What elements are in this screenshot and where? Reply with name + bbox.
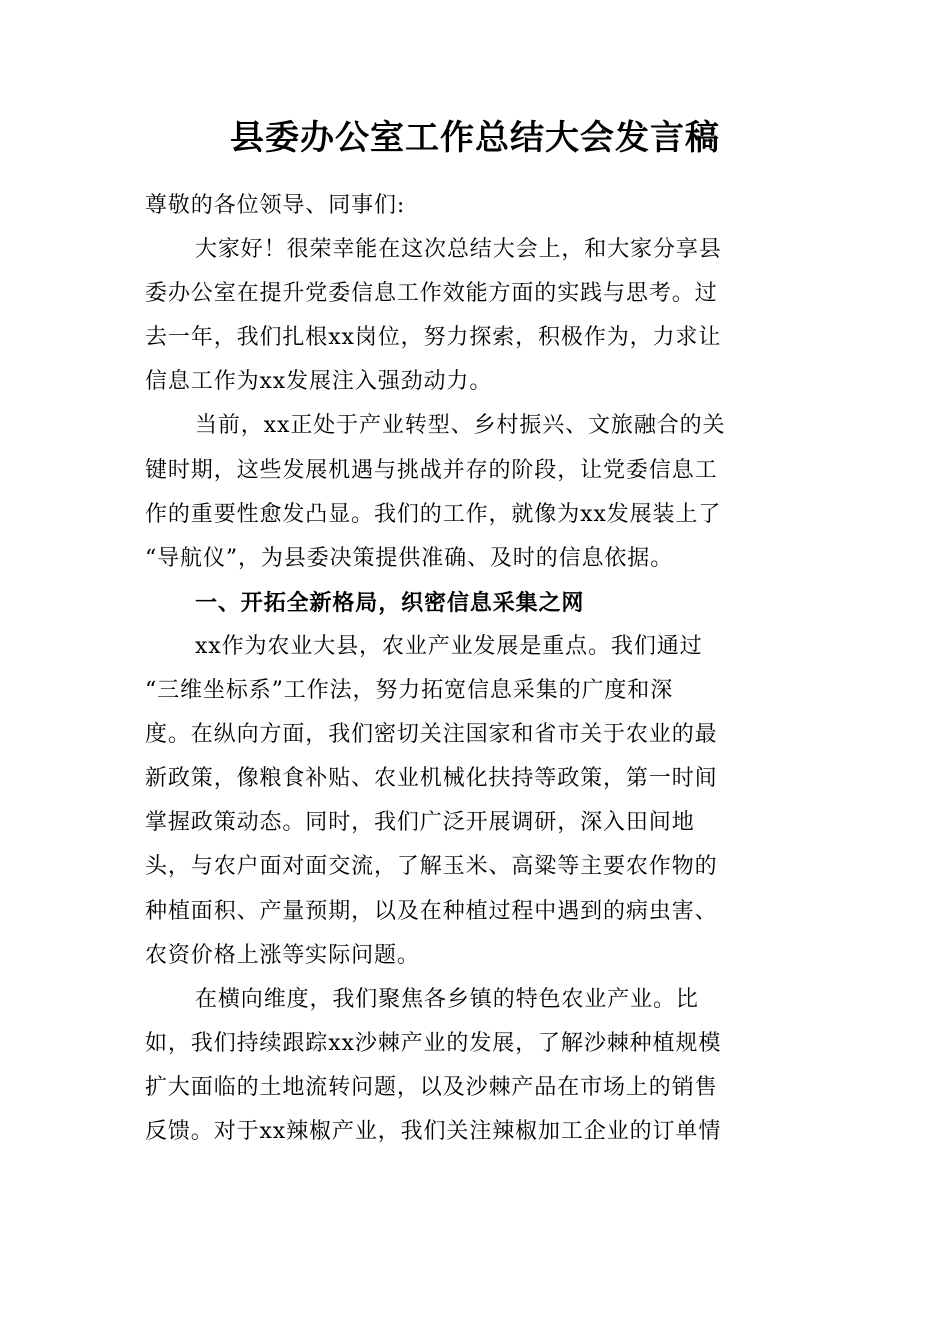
text-line: 扩大面临的土地流转问题，以及沙棘产品在市场上的销售 <box>145 1074 718 1100</box>
text-line: xx作为农业大县，农业产业发展是重点。我们通过 <box>195 633 703 659</box>
text-line: 种植面积、产量预期，以及在种植过程中遇到的病虫害、 <box>145 898 718 924</box>
text-line: 反馈。对于xx辣椒产业，我们关注辣椒加工企业的订单情 <box>145 1118 722 1144</box>
text-line: 新政策，像粮食补贴、农业机械化扶持等政策，第一时间 <box>145 766 718 792</box>
text-line: 农资价格上涨等实际问题。 <box>145 942 420 968</box>
text-line: 在横向维度，我们聚焦各乡镇的特色农业产业。比 <box>195 986 699 1012</box>
text-line: “导航仪”，为县委决策提供准确、及时的信息依据。 <box>145 545 674 571</box>
text-line: “三维坐标系”工作法，努力拓宽信息采集的广度和深 <box>145 678 674 704</box>
text-line: 当前，xx正处于产业转型、乡村振兴、文旅融合的关 <box>195 413 726 439</box>
text-line: 键时期，这些发展机遇与挑战并存的阶段，让党委信息工 <box>145 457 718 483</box>
text-line: 委办公室在提升党委信息工作效能方面的实践与思考。过 <box>145 281 718 307</box>
text-line: 作的重要性愈发凸显。我们的工作，就像为xx发展装上了 <box>145 501 722 527</box>
text-line: 度。在纵向方面，我们密切关注国家和省市关于农业的最 <box>145 722 718 748</box>
text-line: 大家好！很荣幸能在这次总结大会上，和大家分享县 <box>195 237 722 263</box>
text-line: 如，我们持续跟踪xx沙棘产业的发展，了解沙棘种植规模 <box>145 1030 722 1056</box>
section-heading: 一、开拓全新格局，织密信息采集之网 <box>195 589 585 616</box>
text-line: 信息工作为xx发展注入强劲动力。 <box>145 369 493 395</box>
text-line: 头，与农户面对面交流，了解玉米、高粱等主要农作物的 <box>145 854 718 880</box>
document-title: 县委办公室工作总结大会发言稿 <box>230 118 720 158</box>
text-line: 掌握政策动态。同时，我们广泛开展调研，深入田间地 <box>145 810 695 836</box>
text-line: 尊敬的各位领导、同事们: <box>145 193 406 218</box>
document-body <box>145 184 795 1154</box>
text-line: 去一年，我们扎根xx岗位，努力探索，积极作为，力求让 <box>145 325 722 351</box>
